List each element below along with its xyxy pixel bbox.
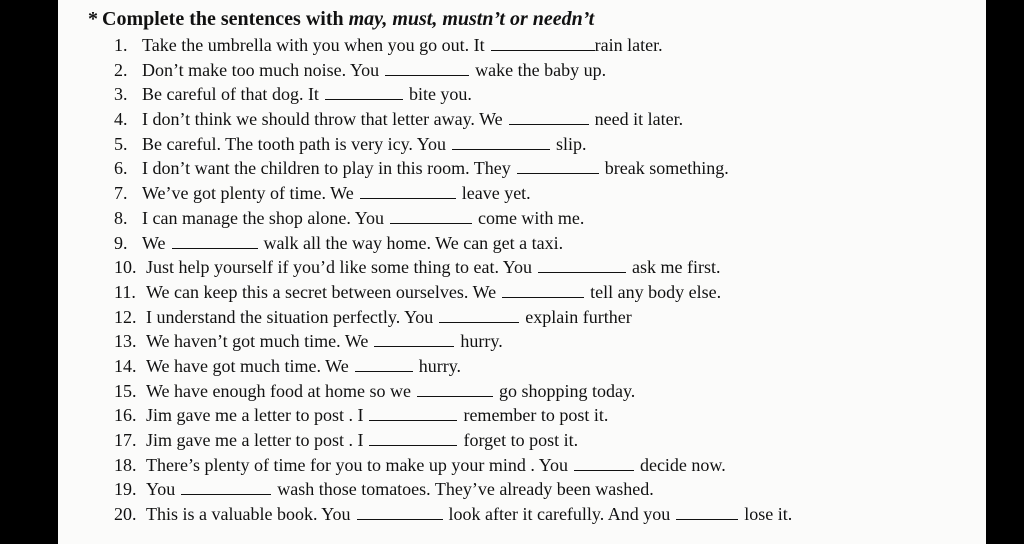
sentence-start: I don’t think we should throw that letter away. We (142, 109, 503, 130)
sentence-start: Jim gave me a letter to post . I (146, 430, 364, 450)
sentence-number: 13. (114, 331, 137, 352)
answer-blank[interactable] (452, 135, 550, 150)
sentence-number: 10. (114, 257, 137, 278)
heading-modals: may, must, mustn’t or needn’t (348, 8, 595, 30)
answer-blank[interactable] (517, 159, 599, 174)
sentence-end: lose it. (744, 504, 793, 525)
sentence-item (114, 329, 974, 354)
sentence-item (114, 156, 974, 181)
sentence-end: break something. (604, 158, 729, 179)
sentence-end: slip. (555, 133, 587, 154)
sentence-start: Jim gave me a letter to post . I (146, 405, 364, 426)
sentence-start: We can keep this a secret between ourselves. We (146, 281, 497, 302)
sentence-list (114, 33, 974, 527)
sentence-item (114, 33, 974, 58)
answer-blank[interactable] (181, 480, 271, 495)
answer-blank[interactable] (172, 234, 258, 249)
answer-blank[interactable] (509, 110, 589, 125)
sentence-item (114, 107, 974, 132)
sentence-start: There’s plenty of time for you to make up your mind . You (146, 454, 568, 475)
sentence-item (114, 132, 974, 157)
sentence-number: 17. (114, 430, 137, 450)
sentence-number: 5. (114, 133, 128, 154)
sentence-start: Just help yourself if you’d like some thing to eat. You (146, 257, 532, 278)
exercise-heading (88, 8, 594, 31)
sentence-item (114, 58, 974, 83)
sentence-number: 18. (114, 454, 137, 475)
sentence-middle: look after it carefully. And you (448, 504, 671, 525)
sentence-item (114, 354, 974, 379)
worksheet-page (58, 0, 986, 544)
answer-blank[interactable] (502, 283, 584, 298)
sentence-start: This is a valuable book. You (146, 504, 351, 525)
sentence-number: 20. (114, 504, 137, 525)
answer-blank[interactable] (355, 357, 413, 372)
sentence-end: come with me. (477, 207, 585, 228)
sentence-start: I don’t want the children to play in this room. They (142, 158, 511, 179)
sentence-number: 14. (114, 355, 137, 376)
sentence-number: 19. (114, 479, 137, 500)
sentence-end: explain further (525, 306, 632, 327)
answer-blank[interactable] (417, 382, 493, 397)
sentence-end: hurry. (418, 355, 462, 376)
sentence-end: ask me first. (631, 257, 721, 278)
answer-blank[interactable] (439, 308, 519, 323)
sentence-start: We (142, 232, 166, 253)
sentence-start: We’ve got plenty of time. We (142, 183, 354, 204)
sentence-item (114, 428, 974, 453)
answer-blank[interactable] (325, 85, 403, 100)
answer-blank[interactable] (491, 36, 595, 51)
sentence-start: Be careful. The tooth path is very icy. You (142, 133, 446, 154)
sentence-number: 3. (114, 84, 128, 105)
answer-blank[interactable] (385, 61, 469, 76)
sentence-end: leave yet. (461, 183, 531, 204)
sentence-start: We haven’t got much time. We (146, 331, 369, 352)
heading-prefix: Complete the sentences with (102, 8, 344, 30)
answer-blank[interactable] (374, 332, 454, 347)
sentence-start: Don’t make too much noise. You (142, 59, 380, 80)
sentence-start: Take the umbrella with you when you go out. It (142, 35, 485, 55)
sentence-number: 9. (114, 232, 128, 253)
bullet-star: * (88, 8, 98, 30)
sentence-end: hurry. (460, 331, 503, 352)
sentence-end: wash those tomatoes. They’ve already been washed. (277, 479, 654, 500)
answer-blank[interactable] (369, 406, 457, 421)
sentence-start: I understand the situation perfectly. You (146, 306, 434, 327)
sentence-number: 12. (114, 306, 137, 327)
sentence-item (114, 453, 974, 478)
sentence-end: remember to post it. (463, 405, 609, 426)
sentence-item (114, 231, 974, 256)
sentence-start: We have enough food at home so we (146, 380, 411, 401)
sentence-number: 8. (114, 207, 128, 228)
sentence-item (114, 379, 974, 404)
sentence-number: 7. (114, 183, 128, 204)
sentence-item (114, 305, 974, 330)
answer-blank[interactable] (369, 431, 457, 446)
sentence-number: 4. (114, 109, 128, 130)
sentence-item (114, 502, 974, 527)
sentence-item (114, 82, 974, 107)
sentence-start: Be careful of that dog. It (142, 84, 319, 105)
sentence-item (114, 206, 974, 231)
sentence-item (114, 477, 974, 502)
answer-blank[interactable] (538, 258, 626, 273)
sentence-item (114, 403, 974, 428)
sentence-number: 2. (114, 59, 128, 80)
sentence-start: I can manage the shop alone. You (142, 207, 384, 228)
answer-blank[interactable] (574, 456, 634, 471)
sentence-end: bite you. (408, 84, 472, 105)
answer-blank[interactable] (390, 209, 472, 224)
sentence-item (114, 280, 974, 305)
sentence-number: 15. (114, 380, 137, 401)
sentence-end: go shopping today. (498, 380, 636, 401)
sentence-number: 1. (114, 35, 128, 55)
sentence-number: 11. (114, 281, 136, 302)
sentence-item (114, 255, 974, 280)
sentence-end: tell any body else. (590, 281, 722, 302)
sentence-end: rain later. (594, 35, 663, 55)
sentence-item (114, 181, 974, 206)
sentence-end: forget to post it. (463, 430, 579, 450)
sentence-start: You (146, 479, 176, 500)
sentence-end: wake the baby up. (475, 59, 607, 80)
sentence-end: need it later. (594, 109, 684, 130)
answer-blank[interactable] (676, 505, 738, 520)
sentence-end: decide now. (639, 454, 726, 475)
sentence-start: We have got much time. We (146, 355, 349, 376)
answer-blank[interactable] (360, 184, 456, 199)
answer-blank[interactable] (357, 505, 443, 520)
sentence-number: 6. (114, 158, 128, 179)
sentence-end: walk all the way home. We can get a taxi. (263, 232, 564, 253)
sentence-number: 16. (114, 405, 137, 426)
